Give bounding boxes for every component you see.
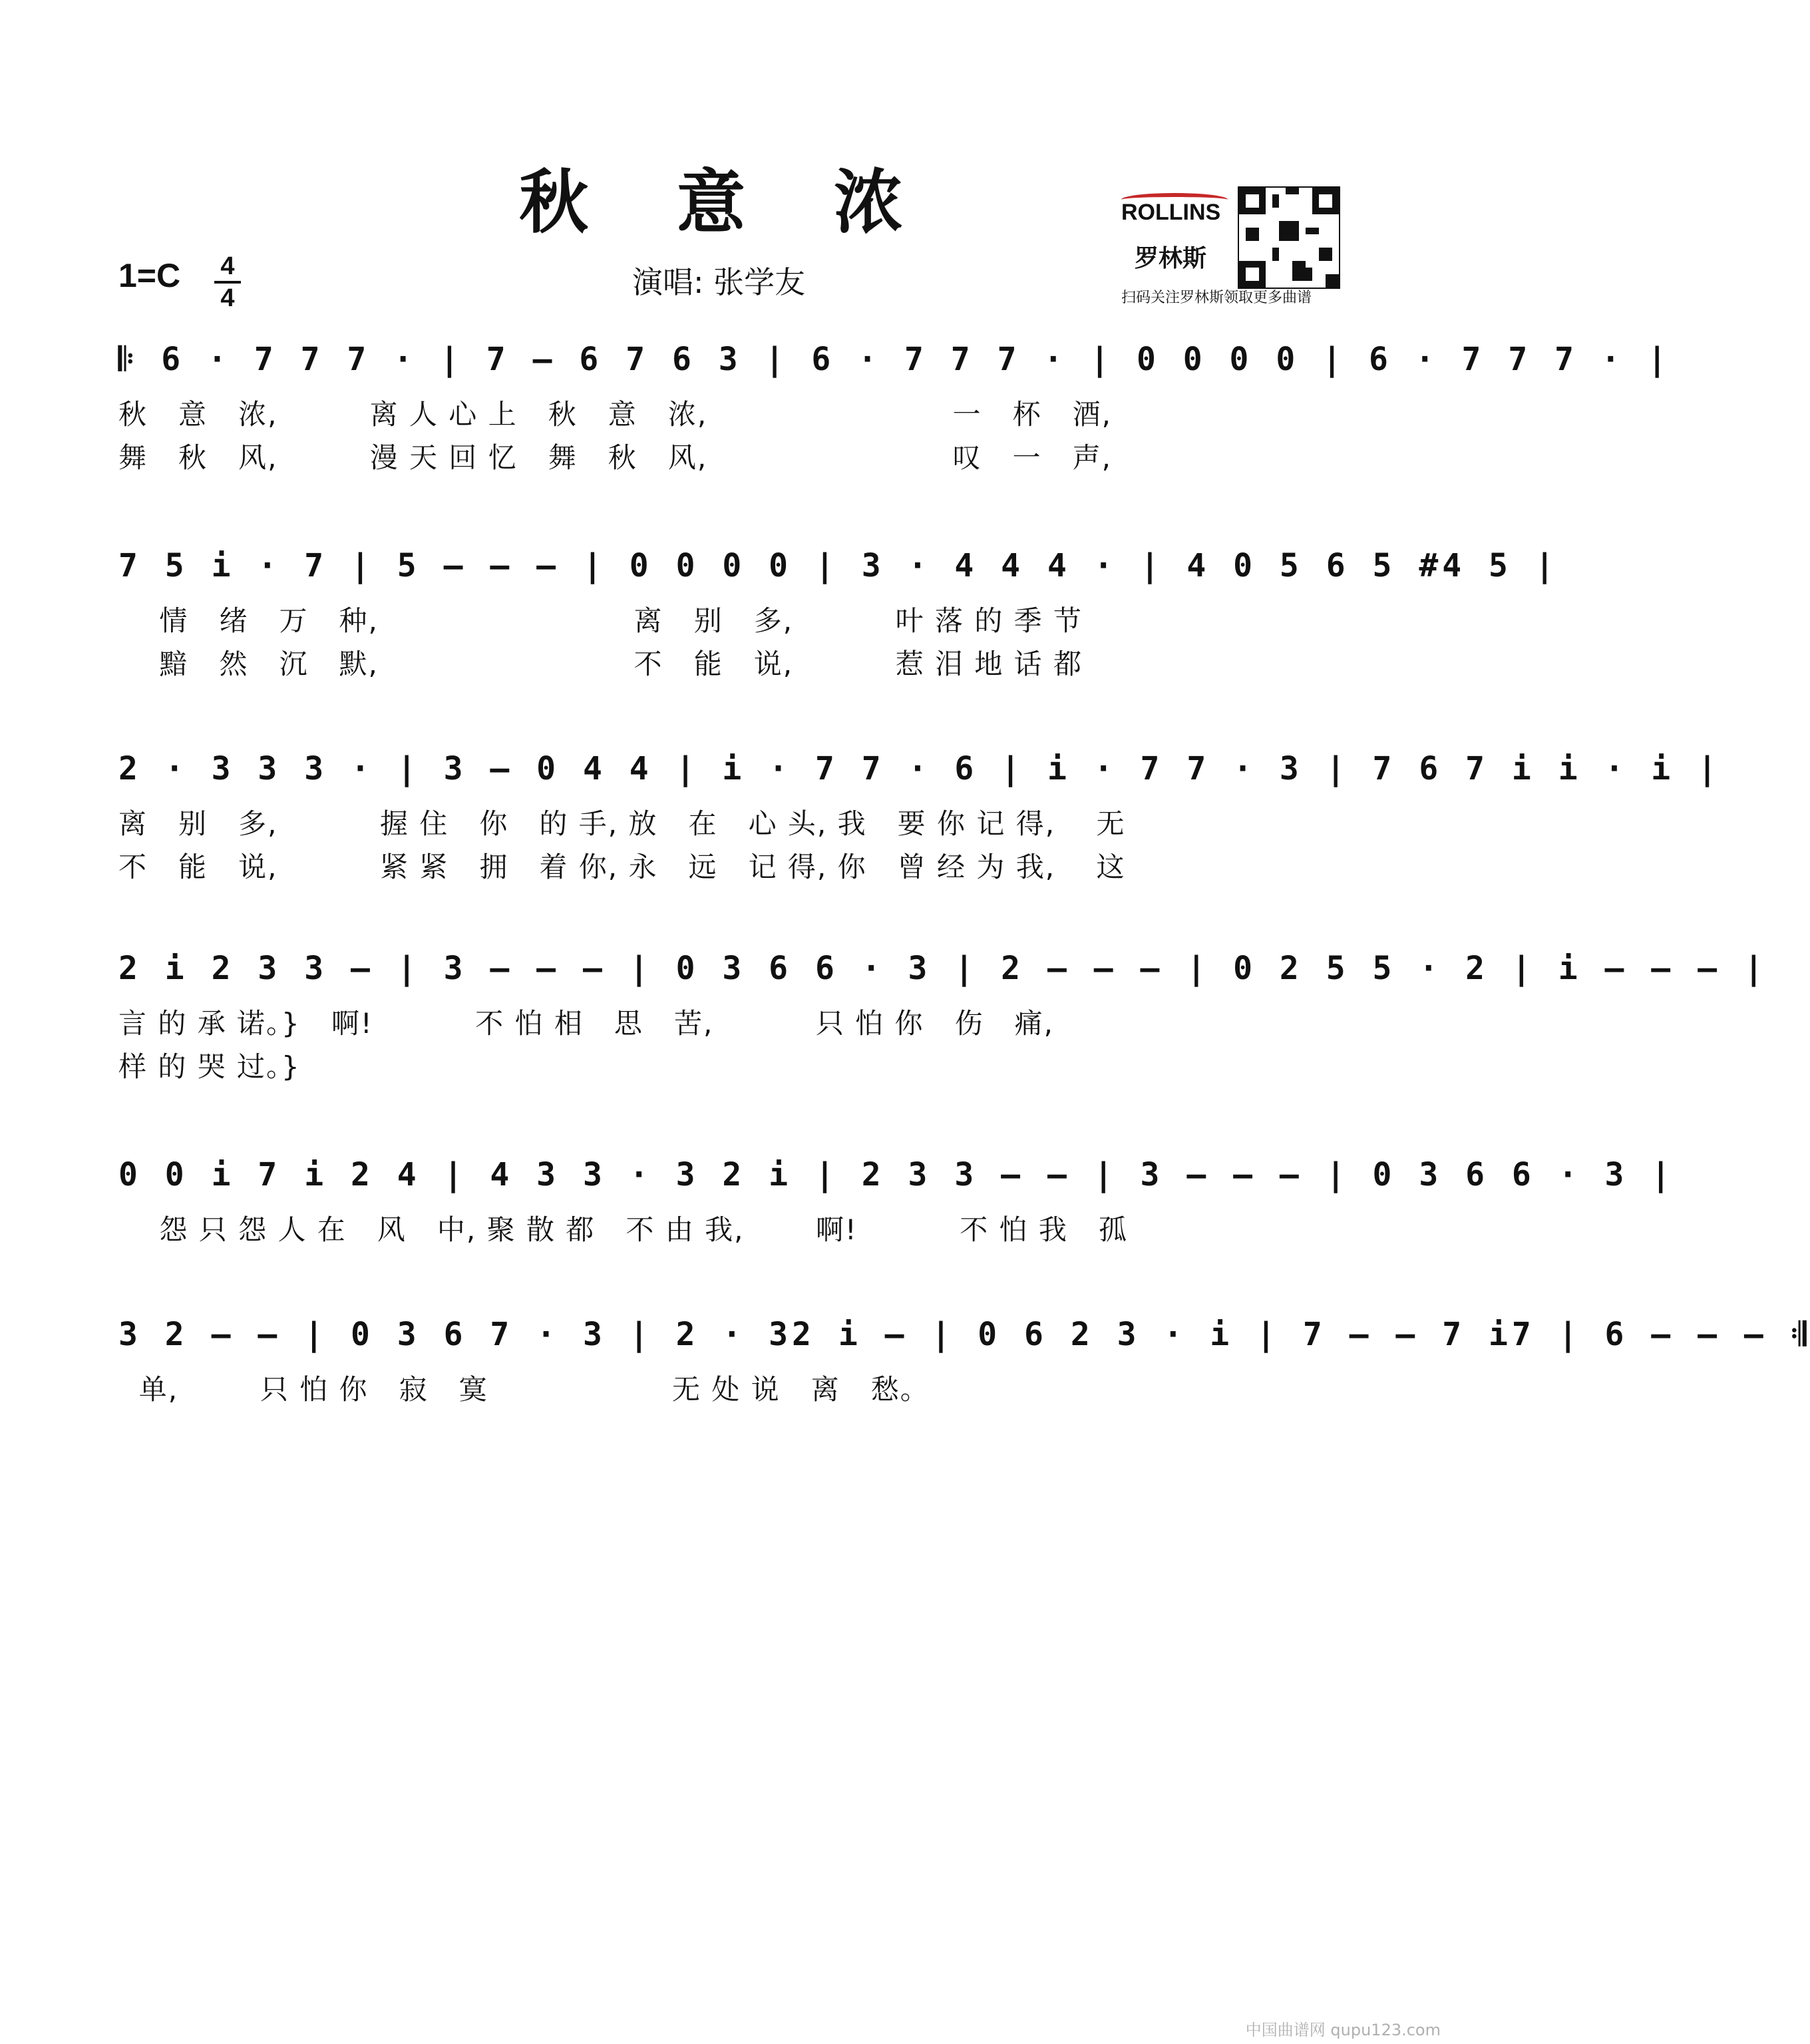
lyric-verse-1: 秋 意 浓, 离 人 心 上 秋 意 浓, 一 杯 酒, (118, 398, 1113, 431)
qr-code-icon[interactable] (1238, 186, 1340, 289)
qr-caption: 扫码关注罗林斯领取更多曲谱 (1121, 290, 1312, 306)
notation-line: 2 i 2 3 3 – | 3 – – – | 0 3 6 6 · 3 | 2 – – – | 0 2 5 5 · 2 | i – – – | (118, 950, 1767, 987)
key-signature: 1=C (118, 257, 181, 294)
score-row-6 (118, 1305, 1810, 1418)
site-watermark: 中国曲谱网 qupu123.com (1245, 2021, 1441, 2039)
lyric-verse-2: 不 能 说, 紧 紧 拥 着 你, 永 远 记 得, 你 曾 经 为 我, 这 (118, 851, 1126, 883)
lyric-verse-1: 单, 只 怕 你 寂 寞 无 处 说 离 愁。 (118, 1373, 930, 1406)
brand-logo: ROLLINS (1121, 200, 1220, 226)
notation-line: 2 · 3 3 3 · | 3 – 0 4 4 | i · 7 7 · 6 | i · 7 7 · 3 | 7 6 7 i i · i | (118, 750, 1721, 787)
score-row-5 (118, 1145, 1675, 1258)
singer-credit: 演唱: 张学友 (632, 264, 806, 300)
time-signature (214, 253, 241, 311)
lyric-verse-2: 样 的 哭 过。} (118, 1050, 301, 1083)
lyric-verse-2: 黯 然 沉 默, 不 能 说, 惹 泪 地 话 都 (118, 648, 1083, 680)
song-title: 秋 意 浓 (519, 161, 935, 243)
notation-line: 3 2 – – | 0 3 6 7 · 3 | 2 · 32 i – | 0 6 2 3 · i | 7 – – 7 i7 | 6 – – – 𝄇 (118, 1316, 1810, 1353)
time-signature-top: 4 (220, 252, 235, 280)
notation-line: 7 5 i · 7 | 5 – – – | 0 0 0 0 | 3 · 4 4 4 · | 4 0 5 6 5 #4 5 | (118, 547, 1558, 584)
notation-line: 0 0 i 7 i 2 4 | 4 3 3 · 3 2 i | 2 3 3 – – | 3 – – – | 0 3 6 6 · 3 | (118, 1156, 1675, 1193)
score-row-3 (118, 739, 1721, 899)
score-row-1 (118, 329, 1671, 489)
lyric-verse-2: 舞 秋 风, 漫 天 回 忆 舞 秋 风, 叹 一 声, (118, 441, 1113, 474)
lyric-verse-1: 怨 只 怨 人 在 风 中, 聚 散 都 不 由 我, 啊! 不 怕 我 孤 (118, 1213, 1128, 1246)
lyric-verse-1: 情 绪 万 种, 离 别 多, 叶 落 的 季 节 (118, 604, 1083, 637)
lyric-verse-1: 言 的 承 诺。} 啊! 不 怕 相 思 苦, 只 怕 你 伤 痛, (118, 1007, 1054, 1040)
lyric-verse-1: 离 别 多, 握 住 你 的 手, 放 在 心 头, 我 要 你 记 得, 无 (118, 807, 1126, 840)
score-row-4 (118, 938, 1767, 1098)
notation-line: 𝄆 6 · 7 7 7 · | 7 – 6 7 6 3 | 6 · 7 7 7 · | 0 0 0 0 | 6 · 7 7 7 · | (118, 341, 1671, 378)
brand-name-cn: 罗林斯 (1135, 245, 1207, 272)
score-row-2 (118, 536, 1558, 696)
time-signature-bottom: 4 (220, 284, 235, 312)
